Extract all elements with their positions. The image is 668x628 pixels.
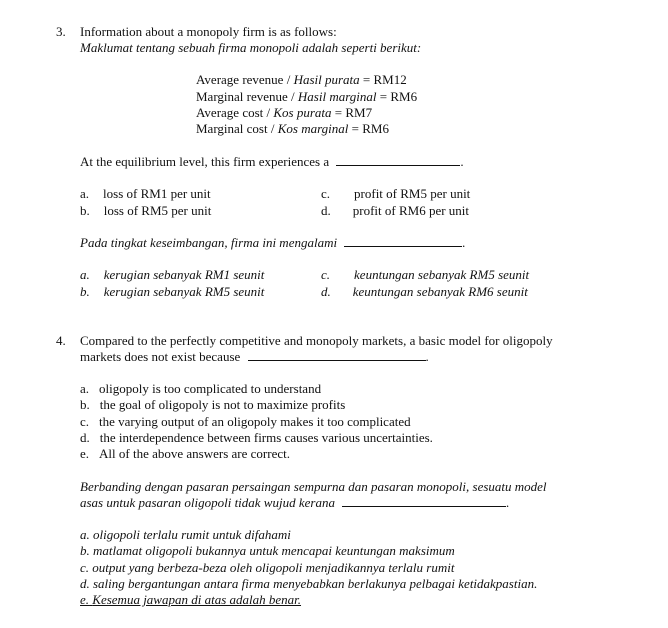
q3-stem-en: Information about a monopoly firm is as follows: (80, 24, 337, 39)
q4-option-e-en[interactable]: e. All of the above answers are correct. (80, 446, 290, 461)
q3-fact-average-cost: Average cost / Kos purata = RM7 (196, 105, 373, 120)
q4-option-c-en[interactable]: c. the varying output of an oligopoly makes it too complicated (80, 414, 411, 429)
q3-answer-blank-en[interactable] (336, 154, 460, 166)
q4-stem-my-line1: Berbanding dengan pasaran persaingan sempurna dan pasaran monopoli, sesuatu model (80, 479, 547, 494)
q3-fact-average-revenue: Average revenue / Hasil purata = RM12 (196, 72, 407, 87)
q4-option-a-my[interactable]: a. oligopoli terlalu rumit untuk difahami (80, 527, 291, 542)
q3-number: 3. (56, 24, 66, 39)
q3-question-en: At the equilibrium level, this firm experiences a . (80, 154, 464, 169)
q4-stem-en-line2: markets does not exist because . (80, 349, 429, 364)
q3-fact-marginal-cost: Marginal cost / Kos marginal = RM6 (196, 121, 389, 136)
q4-answer-blank-my[interactable] (342, 495, 506, 507)
q3-option-b-en[interactable]: b. loss of RM5 per unit (80, 203, 212, 218)
q4-option-c-my[interactable]: c. output yang berbeza-beza oleh oligopoli menjadikannya terlalu rumit (80, 560, 455, 575)
q3-question-my: Pada tingkat keseimbangan, firma ini mengalami . (80, 235, 466, 250)
q3-fact-marginal-revenue: Marginal revenue / Hasil marginal = RM6 (196, 89, 418, 104)
q3-stem-my: Maklumat tentang sebuah firma monopoli adalah seperti berikut: (80, 40, 422, 55)
q4-stem-en-line1: Compared to the perfectly competitive and monopoly markets, a basic model for oligopoly (80, 333, 553, 348)
q3-option-c-en[interactable]: c. profit of RM5 per unit (321, 186, 471, 201)
q4-option-b-my[interactable]: b. matlamat oligopoli bukannya untuk mencapai keuntungan maksimum (80, 543, 455, 558)
q4-option-e-my[interactable]: e. Kesemua jawapan di atas adalah benar. (80, 592, 302, 607)
q3-option-a-my[interactable]: a. kerugian sebanyak RM1 seunit (80, 267, 265, 282)
q3-answer-blank-my[interactable] (344, 235, 462, 247)
q4-option-a-en[interactable]: a. oligopoly is too complicated to understand (80, 381, 322, 396)
q4-number: 4. (56, 333, 66, 348)
q3-option-d-en[interactable]: d. profit of RM6 per unit (321, 203, 470, 218)
q3-option-c-my[interactable]: c. keuntungan sebanyak RM5 seunit (321, 267, 530, 282)
q3-option-a-en[interactable]: a. loss of RM1 per unit (80, 186, 211, 201)
q4-answer-blank-en[interactable] (248, 349, 426, 361)
q4-stem-my-line2: asas untuk pasaran oligopoli tidak wujud kerana . (80, 495, 510, 510)
q3-option-b-my[interactable]: b. kerugian sebanyak RM5 seunit (80, 284, 265, 299)
q4-option-d-my[interactable]: d. saling bergantungan antara firma menyebabkan berlakunya pelbagai ketidakpastian. (80, 576, 538, 591)
q4-option-d-en[interactable]: d. the interdependence between firms causes various uncertainties. (80, 430, 433, 445)
q4-option-b-en[interactable]: b. the goal of oligopoly is not to maximize profits (80, 397, 346, 412)
q3-option-d-my[interactable]: d. keuntungan sebanyak RM6 seunit (321, 284, 528, 299)
